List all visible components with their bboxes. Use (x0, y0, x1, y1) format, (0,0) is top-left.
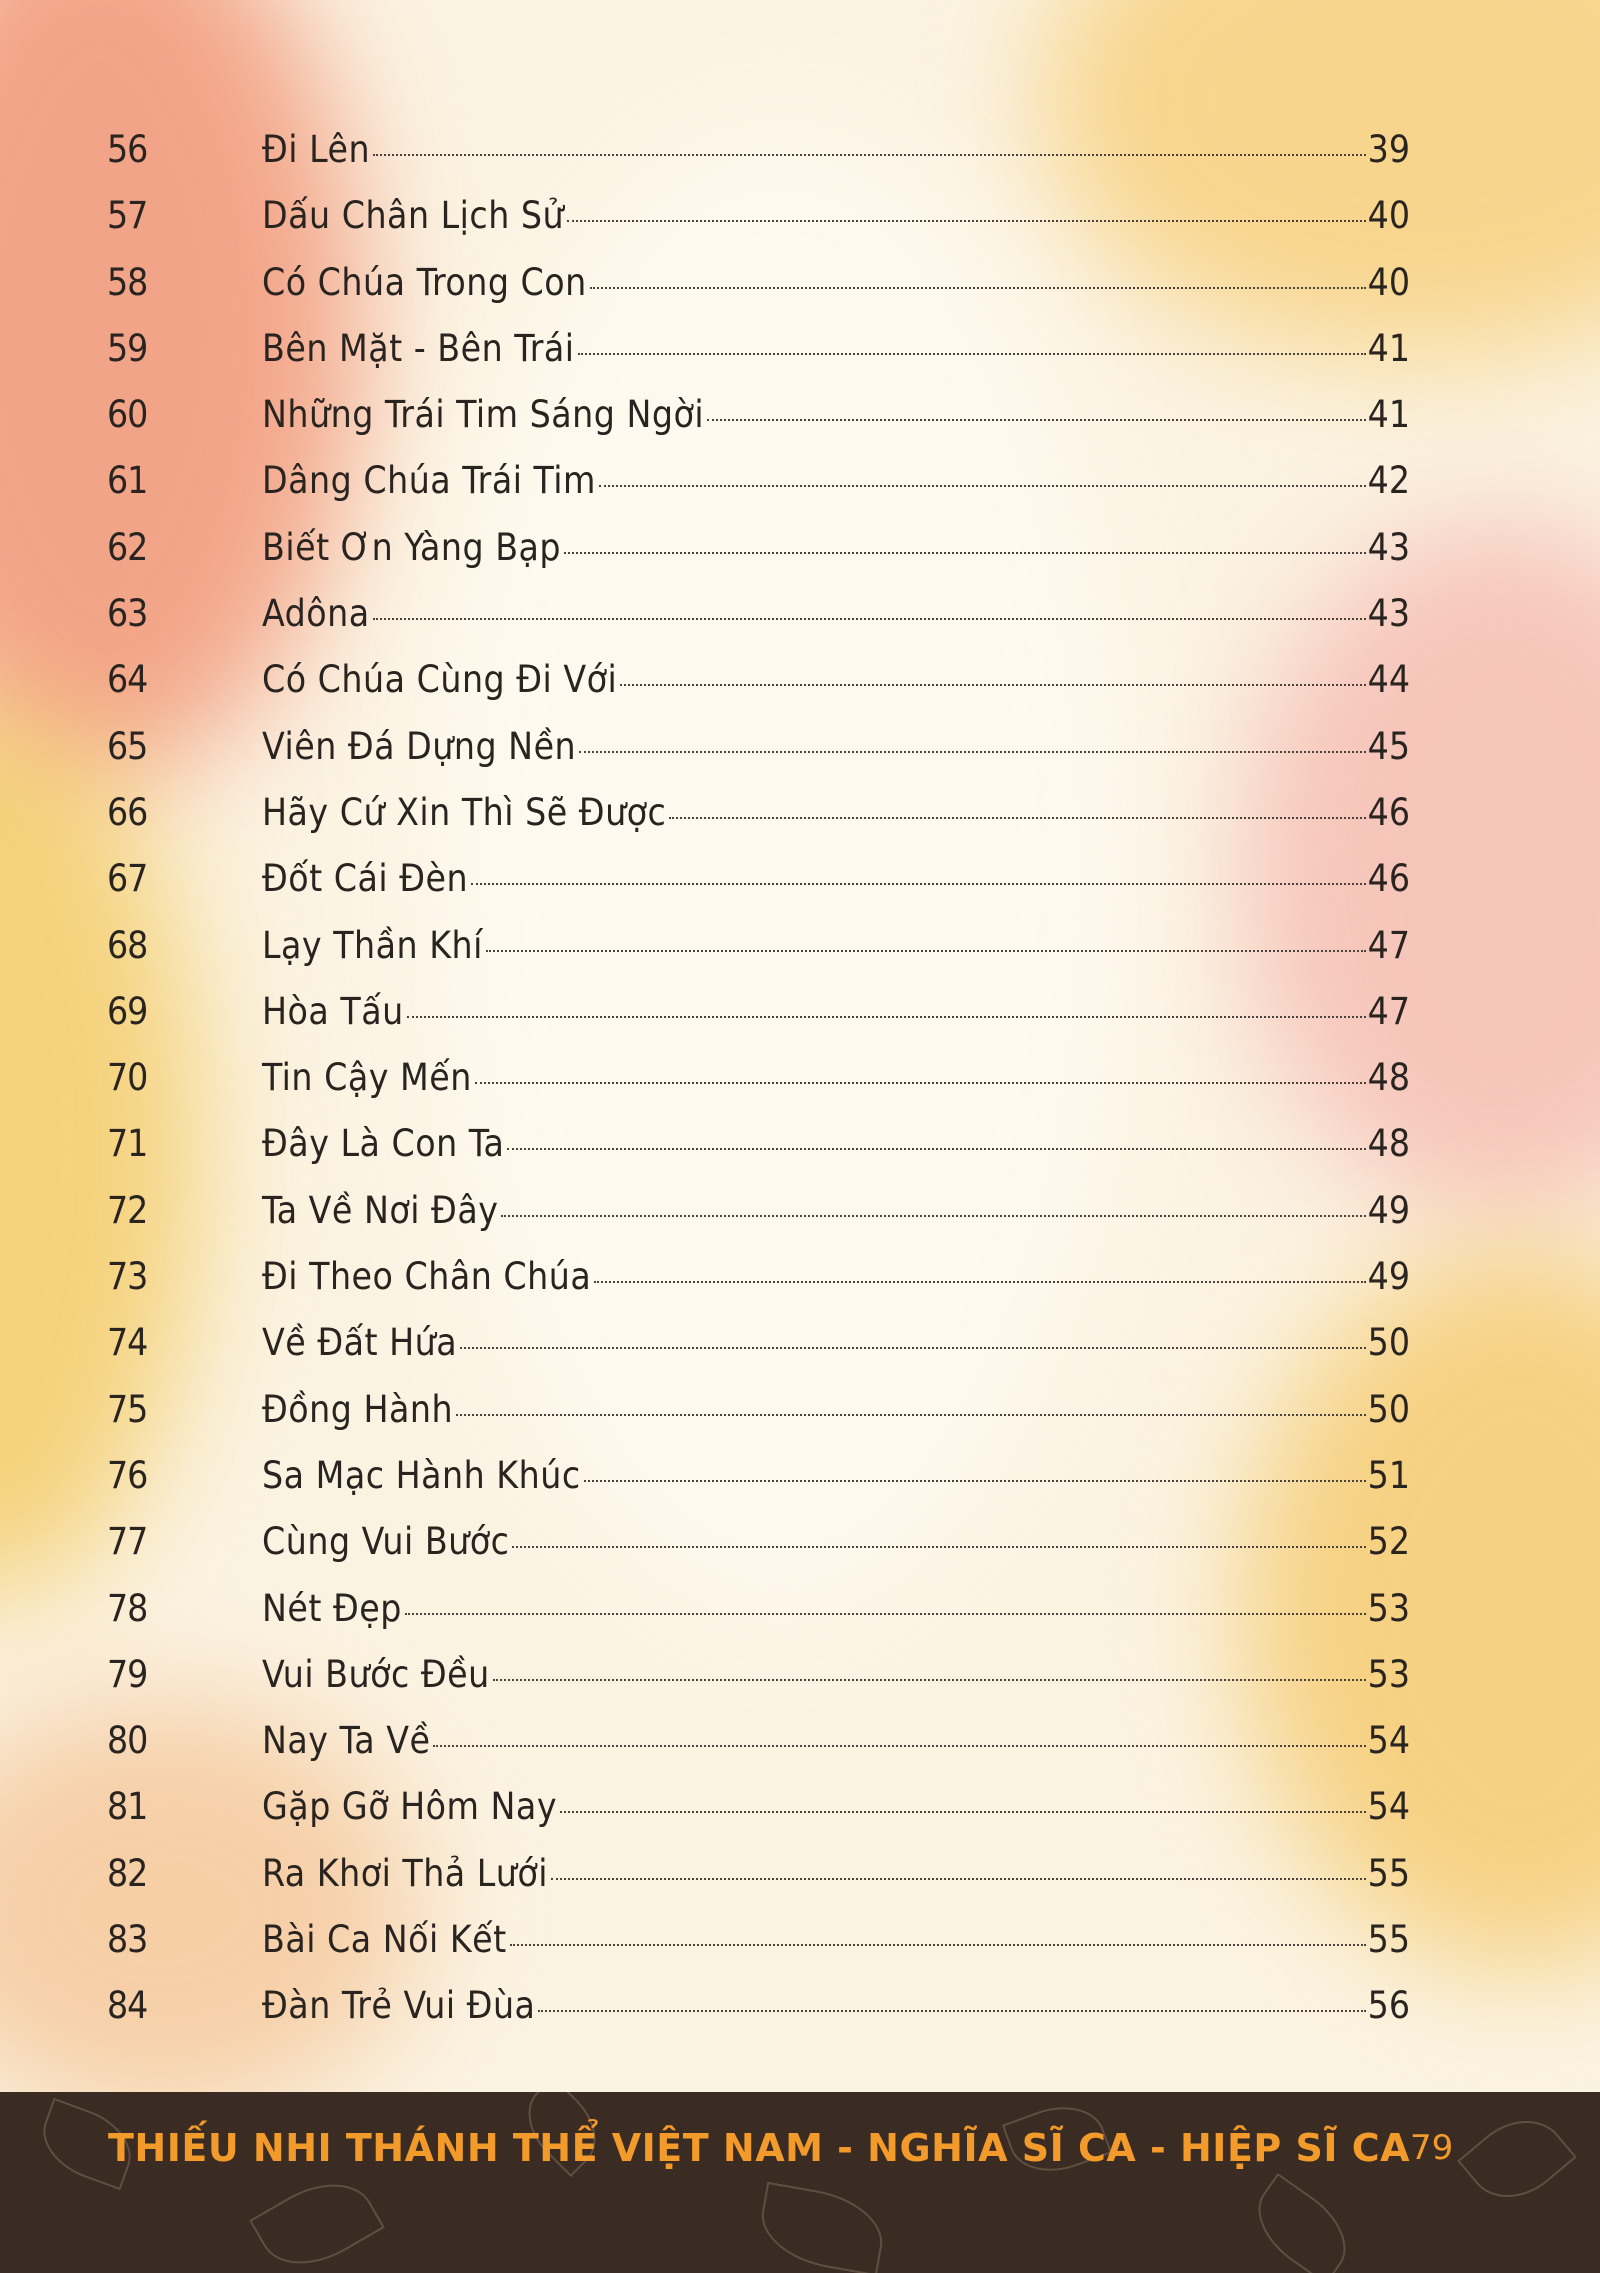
toc-entry-number: 72 (107, 1188, 148, 1232)
toc-entry (0, 1647, 1600, 1713)
toc-entry-title: Bên Mặt - Bên Trái (262, 326, 575, 370)
toc-entry (0, 1846, 1600, 1912)
dot-leader (433, 1744, 1365, 1747)
toc-entry-page: 45 (1367, 724, 1410, 768)
toc-entry (0, 719, 1600, 785)
dot-leader (510, 1943, 1366, 1946)
toc-entry-page: 46 (1367, 857, 1410, 901)
dot-leader (471, 882, 1366, 885)
toc-entry-page: 52 (1367, 1520, 1410, 1564)
toc-entry-page: 53 (1367, 1586, 1410, 1630)
toc-entry-line (262, 1852, 1410, 1895)
toc-entry (0, 1514, 1600, 1580)
toc-entry-page: 46 (1367, 790, 1410, 834)
toc-entry-title: Những Trái Tim Sáng Ngời (262, 393, 705, 437)
dot-leader (456, 1413, 1366, 1416)
toc-entry-title: Về Đất Hứa (262, 1321, 458, 1365)
toc-entry-title: Bài Ca Nối Kết (262, 1918, 507, 1962)
toc-entry-title: Vui Bước Đều (262, 1652, 490, 1696)
dot-leader (501, 1214, 1365, 1217)
toc-entry (0, 453, 1600, 519)
leaf-pattern (1241, 2173, 1363, 2273)
dot-leader (579, 750, 1365, 753)
dot-leader (507, 1147, 1365, 1150)
toc-entry-number: 64 (107, 658, 148, 702)
dot-leader (567, 219, 1366, 222)
toc-entry-title: Sa Mạc Hành Khúc (262, 1453, 581, 1497)
toc-entry-page: 42 (1367, 459, 1410, 503)
toc-entry-number: 56 (107, 128, 148, 171)
toc-entry-line (262, 1321, 1410, 1364)
toc-entry-line (262, 1454, 1410, 1497)
dot-leader (493, 1678, 1366, 1681)
dot-leader (620, 683, 1365, 686)
toc-entry-line (262, 592, 1410, 635)
toc-entry (0, 387, 1600, 453)
toc-entry-page: 51 (1367, 1453, 1410, 1497)
toc-entry-page: 55 (1367, 1918, 1410, 1962)
toc-entry-line (262, 1984, 1410, 2027)
dot-leader (564, 551, 1366, 554)
toc-entry-line (262, 1189, 1410, 1232)
toc-entry-page: 43 (1367, 592, 1410, 636)
toc-entry-number: 81 (107, 1785, 148, 1829)
toc-entry (0, 1382, 1600, 1448)
toc-entry (0, 520, 1600, 586)
dot-leader (475, 1081, 1366, 1084)
toc-entry (0, 1116, 1600, 1182)
dot-leader (599, 484, 1366, 487)
dot-leader (584, 1479, 1366, 1482)
toc-entry-page: 47 (1367, 989, 1410, 1033)
toc-entry-page: 49 (1367, 1188, 1410, 1232)
toc-entry-title: Đi Theo Chân Chúa (262, 1255, 592, 1299)
dot-leader (486, 949, 1366, 952)
toc-entry-number: 67 (107, 857, 148, 901)
toc-entry-line (262, 1785, 1410, 1828)
toc-entry (0, 1315, 1600, 1381)
toc-entry (0, 652, 1600, 718)
toc-entry-number: 61 (107, 459, 148, 503)
toc-entry-line (262, 261, 1410, 304)
toc-entry-title: Adôna (262, 592, 370, 636)
toc-entry-title: Dâng Chúa Trái Tim (262, 459, 596, 503)
toc-entry-title: Đi Lên (262, 128, 371, 171)
dot-leader (373, 617, 1366, 620)
toc-entry-line (262, 459, 1410, 502)
toc-entry-title: Hãy Cứ Xin Thì Sẽ Được (262, 790, 667, 834)
toc-entry-number: 75 (107, 1387, 148, 1431)
toc-entry-line (262, 1056, 1410, 1099)
dot-leader (707, 418, 1366, 421)
dot-leader (669, 816, 1365, 819)
toc-entry-line (262, 1388, 1410, 1431)
toc-entry-page: 39 (1367, 128, 1410, 171)
toc-entry-number: 70 (107, 1056, 148, 1100)
toc-entry-title: Nét Đẹp (262, 1586, 402, 1630)
toc-entry-title: Đốt Cái Đèn (262, 857, 469, 901)
toc-entry-page: 40 (1367, 194, 1410, 238)
toc-entry-number: 65 (107, 724, 148, 768)
toc-entry-page: 43 (1367, 525, 1410, 569)
toc-entry-number: 76 (107, 1453, 148, 1497)
toc-entry-line (262, 1255, 1410, 1298)
toc-entry-number: 79 (107, 1652, 148, 1696)
toc-entry (0, 255, 1600, 321)
toc-entry-line (262, 725, 1410, 768)
page-number: 79 (1410, 2128, 1454, 2168)
dot-leader (560, 1810, 1366, 1813)
toc-entry (0, 918, 1600, 984)
toc-entry-line (262, 1520, 1410, 1563)
toc-entry-page: 53 (1367, 1652, 1410, 1696)
toc-entry-line (262, 194, 1410, 237)
toc-entry (0, 785, 1600, 851)
toc-entry-number: 58 (107, 260, 148, 304)
toc-entry-title: Có Chúa Cùng Đi Với (262, 658, 618, 702)
toc-entry-line (262, 924, 1410, 967)
toc-entry-number: 60 (107, 393, 148, 437)
dot-leader (512, 1545, 1365, 1548)
toc-entry (0, 1581, 1600, 1647)
toc-entry-title: Gặp Gỡ Hôm Nay (262, 1785, 558, 1829)
toc-entry-line (262, 128, 1410, 171)
dot-leader (407, 1015, 1366, 1018)
toc-entry-number: 80 (107, 1719, 148, 1763)
toc-entry (0, 321, 1600, 387)
toc-entry (0, 122, 1600, 188)
toc-entry-number: 59 (107, 326, 148, 370)
dot-leader (538, 2009, 1365, 2012)
toc-entry-line (262, 393, 1410, 436)
page-footer (0, 2092, 1600, 2273)
toc-entry-number: 82 (107, 1851, 148, 1895)
toc-entry-number: 83 (107, 1918, 148, 1962)
toc-entry-title: Tin Cậy Mến (262, 1056, 472, 1100)
toc-entry-page: 50 (1367, 1321, 1410, 1365)
toc-entry (0, 1448, 1600, 1514)
toc-entry-page: 44 (1367, 658, 1410, 702)
toc-entry-page: 56 (1367, 1984, 1410, 2028)
dot-leader (578, 352, 1366, 355)
toc-entry-line (262, 990, 1410, 1033)
toc-entry-page: 54 (1367, 1785, 1410, 1829)
toc-entry (0, 1912, 1600, 1978)
toc-entry (0, 984, 1600, 1050)
toc-entry (0, 1183, 1600, 1249)
toc-entry-number: 63 (107, 592, 148, 636)
toc-entry-line (262, 1653, 1410, 1696)
toc-entry-number: 69 (107, 989, 148, 1033)
toc-entry-line (262, 658, 1410, 701)
toc-entry-title: Lạy Thần Khí (262, 923, 483, 967)
toc-entry-number: 68 (107, 923, 148, 967)
toc-entry (0, 586, 1600, 652)
toc-entry-title: Nay Ta Về (262, 1719, 431, 1763)
toc-entry (0, 1050, 1600, 1116)
toc-entry-number: 73 (107, 1255, 148, 1299)
toc-entry-page: 40 (1367, 260, 1410, 304)
toc-entry (0, 1713, 1600, 1779)
toc-entry (0, 188, 1600, 254)
toc-entry-line (262, 791, 1410, 834)
dot-leader (405, 1612, 1366, 1615)
toc-entry-number: 78 (107, 1586, 148, 1630)
toc-entry-title: Biết Ơn Yàng Bạp (262, 525, 562, 569)
toc-entry-number: 66 (107, 790, 148, 834)
toc-entry-title: Dấu Chân Lịch Sử (262, 194, 565, 238)
toc-entry-title: Đàn Trẻ Vui Đùa (262, 1984, 536, 2028)
toc-entry-line (262, 1719, 1410, 1762)
toc-entry (0, 1779, 1600, 1845)
dot-leader (460, 1346, 1365, 1349)
toc-entry-page: 54 (1367, 1719, 1410, 1763)
toc-entry-page: 49 (1367, 1255, 1410, 1299)
dot-leader (551, 1877, 1366, 1880)
toc-entry-number: 74 (107, 1321, 148, 1365)
toc-entry-line (262, 526, 1410, 569)
toc-entry-line (262, 327, 1410, 370)
toc-entry-title: Hòa Tấu (262, 989, 404, 1033)
toc-entry (0, 1978, 1600, 2044)
toc-entry-title: Cùng Vui Bước (262, 1520, 510, 1564)
toc-entry-number: 84 (107, 1984, 148, 2028)
toc-entry-line (262, 857, 1410, 900)
toc-entry-title: Có Chúa Trong Con (262, 260, 587, 304)
toc-entry-title: Viên Đá Dựng Nền (262, 724, 577, 768)
toc-entry-page: 47 (1367, 923, 1410, 967)
footer-title: THIẾU NHI THÁNH THỂ VIỆT NAM - NGHĨA SĨ CA - HIỆP SĨ CA (108, 2126, 1411, 2170)
leaf-pattern (1457, 2100, 1577, 2217)
table-of-contents (0, 122, 1600, 2045)
toc-entry-number: 62 (107, 525, 148, 569)
toc-entry-page: 41 (1367, 326, 1410, 370)
toc-entry-line (262, 1587, 1410, 1630)
dot-leader (373, 153, 1366, 156)
leaf-pattern (755, 2182, 890, 2273)
toc-entry (0, 1249, 1600, 1315)
toc-entry-page: 50 (1367, 1387, 1410, 1431)
toc-entry (0, 851, 1600, 917)
toc-entry-line (262, 1122, 1410, 1165)
toc-entry-title: Ta Về Nơi Đây (262, 1188, 499, 1232)
toc-entry-number: 57 (107, 194, 148, 238)
toc-entry-title: Đây Là Con Ta (262, 1122, 505, 1166)
toc-entry-number: 77 (107, 1520, 148, 1564)
toc-entry-page: 48 (1367, 1122, 1410, 1166)
toc-entry-title: Đồng Hành (262, 1387, 454, 1431)
toc-entry-line (262, 1918, 1410, 1961)
toc-entry-page: 55 (1367, 1851, 1410, 1895)
leaf-pattern (249, 2163, 385, 2273)
toc-entry-page: 41 (1367, 393, 1410, 437)
toc-entry-title: Ra Khơi Thả Lưới (262, 1851, 549, 1895)
toc-entry-number: 71 (107, 1122, 148, 1166)
dot-leader (590, 286, 1366, 289)
dot-leader (594, 1280, 1365, 1283)
toc-entry-page: 48 (1367, 1056, 1410, 1100)
